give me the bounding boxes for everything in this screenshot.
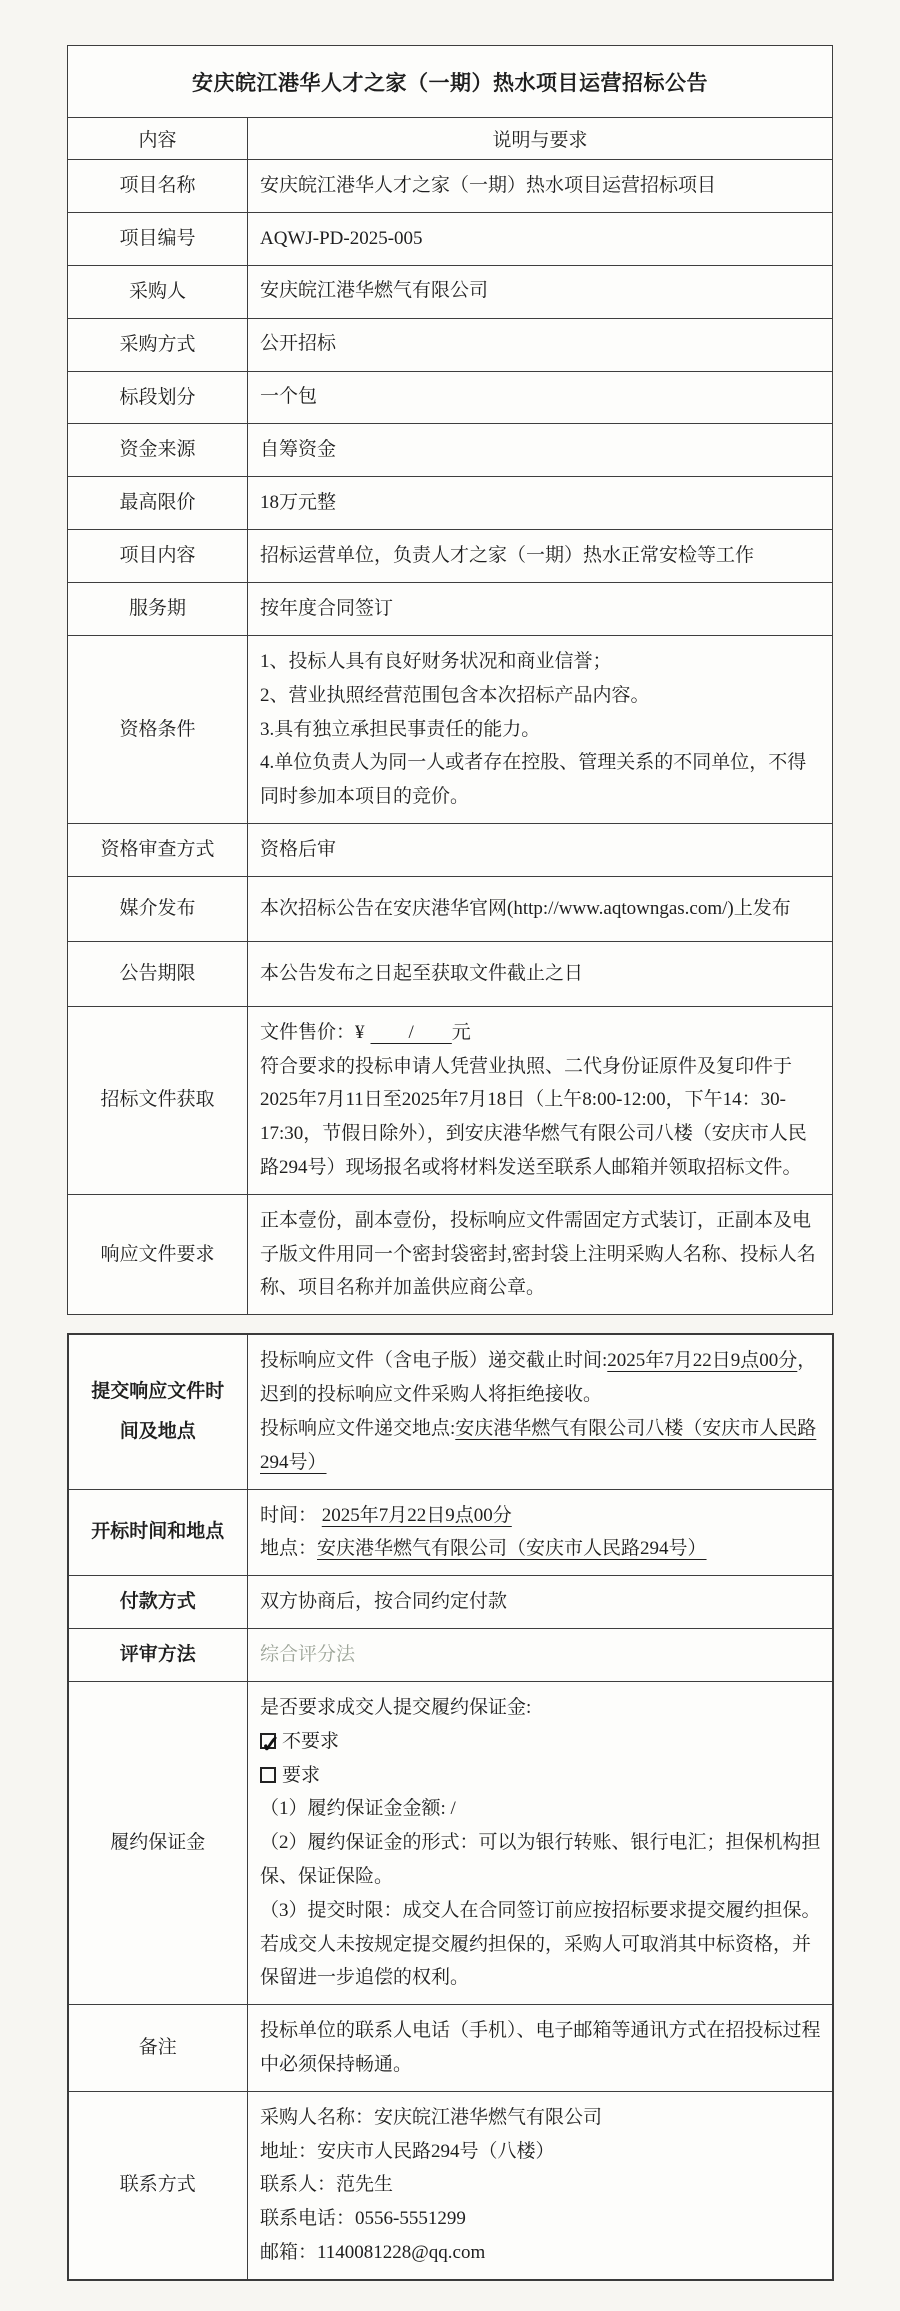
checkbox-checked-icon — [260, 1733, 276, 1749]
bond-option-required — [260, 1759, 822, 1793]
submission-deadline-suffix: ，迟到的投标响应文件采购人将拒绝接收。 — [260, 1350, 817, 1406]
bid-opening-place-prefix: 地点： — [260, 1538, 318, 1560]
payment-method-label: 付款方式 — [68, 1576, 248, 1629]
table-row-fund-source — [68, 424, 833, 477]
column-header-content: 内容 — [68, 118, 248, 160]
table-row-contact — [68, 2091, 833, 2280]
bid-opening-time-prefix: 时间： — [260, 1504, 318, 1526]
table-row-payment-method — [68, 1576, 833, 1629]
media-publication-value: 本次招标公告在安庆港华官网(http://www.aqtowngas.com/)上发布 — [248, 876, 833, 941]
bond-option-not-required — [260, 1725, 822, 1759]
checkbox-unchecked-icon — [260, 1767, 276, 1783]
bond-option-required-label: 要求 — [282, 1764, 321, 1786]
project-content-label: 项目内容 — [68, 530, 248, 583]
submission-deadline-prefix: 投标响应文件（含电子版）递交截止时间: — [260, 1350, 608, 1372]
evaluation-method-value: 综合评分法 — [248, 1629, 833, 1682]
fund-source-label: 资金来源 — [68, 424, 248, 477]
table-row-price-limit — [68, 477, 833, 530]
purchaser-label: 采购人 — [68, 265, 248, 318]
submission-deadline-line — [260, 1344, 822, 1412]
table-row-media-publication — [68, 876, 833, 941]
qualification-line-2: 2、营业执照经营范围包含本次招标产品内容。 — [260, 684, 650, 706]
procurement-method-value: 公开招标 — [248, 318, 833, 371]
document-price-prefix: 文件售价：¥ — [260, 1021, 365, 1043]
contact-value — [248, 2091, 833, 2280]
page-title: 安庆皖江港华人才之家（一期）热水项目运营招标公告 — [68, 46, 833, 118]
table-row-performance-bond — [68, 1681, 833, 2004]
response-requirements-label: 响应文件要求 — [68, 1194, 248, 1314]
price-limit-value: 18万元整 — [248, 477, 833, 530]
bid-opening-place-line — [260, 1532, 822, 1566]
bid-opening-time-line — [260, 1499, 822, 1533]
table-row-qualification-review — [68, 824, 833, 877]
remark-label: 备注 — [68, 2005, 248, 2092]
document-price-blank: / — [370, 1021, 452, 1043]
service-period-value: 按年度合同签订 — [248, 583, 833, 636]
qualification-label: 资格条件 — [68, 636, 248, 824]
contact-label: 联系方式 — [68, 2091, 248, 2280]
contact-email-line: 邮箱：1140081228@qq.com — [260, 2242, 486, 2264]
bond-item-2: （2）履约保证金的形式：可以为银行转账、银行电汇；担保机构担保、保证保险。 — [260, 1832, 821, 1887]
contact-purchaser-line: 采购人名称：安庆皖江港华燃气有限公司 — [260, 2106, 603, 2128]
remark-value — [248, 2005, 833, 2092]
table-row-project-content — [68, 530, 833, 583]
bond-item-1: （1）履约保证金金额: / — [260, 1798, 456, 1820]
response-requirements-value — [248, 1194, 833, 1314]
table-row-service-period — [68, 583, 833, 636]
table-row-remark — [68, 2005, 833, 2092]
contact-address-line: 地址：安庆市人民路294号（八楼） — [260, 2140, 555, 2162]
evaluation-method-label: 评审方法 — [68, 1629, 248, 1682]
qualification-line-1: 1、投标人具有良好财务状况和商业信誉； — [260, 651, 612, 673]
table-row-document-obtain — [68, 1006, 833, 1194]
bid-opening-value — [248, 1489, 833, 1576]
table-row-response-requirements — [68, 1194, 833, 1314]
announcement-period-value: 本公告发布之日起至获取文件截止之日 — [248, 941, 833, 1006]
submission-location: 安庆港华燃气有限公司八楼（安庆市人民路294号） — [260, 1417, 817, 1473]
document-obtain-label: 招标文件获取 — [68, 1006, 248, 1194]
payment-method-value: 双方协商后，按合同约定付款 — [248, 1576, 833, 1629]
qualification-line-3: 3.具有独立承担民事责任的能力。 — [260, 718, 541, 740]
table-row-purchaser — [68, 265, 833, 318]
table-row-bid-opening — [68, 1489, 833, 1576]
lot-division-value: 一个包 — [248, 371, 833, 424]
submission-deadline-time: 2025年7月22日9点00分 — [607, 1350, 798, 1372]
project-number-value: AQWJ-PD-2025-005 — [248, 212, 833, 265]
tender-detail-table — [67, 1333, 834, 2281]
bid-opening-label: 开标时间和地点 — [68, 1489, 248, 1576]
project-name-label: 项目名称 — [68, 160, 248, 213]
column-header-description: 说明与要求 — [248, 118, 833, 160]
qualification-value — [248, 636, 833, 824]
performance-bond-label: 履约保证金 — [68, 1681, 248, 2004]
table-row-submission — [68, 1334, 833, 1489]
document-price-line — [260, 1016, 822, 1050]
price-limit-label: 最高限价 — [68, 477, 248, 530]
project-name-value: 安庆皖江港华人才之家（一期）热水项目运营招标项目 — [248, 160, 833, 213]
contact-person-line: 联系人：范先生 — [260, 2174, 394, 2196]
bid-opening-place: 安庆港华燃气有限公司（安庆市人民路294号） — [317, 1538, 707, 1560]
document-obtain-paragraph: 符合要求的投标申请人凭营业执照、二代身份证原件及复印件于2025年7月11日至2025年7月18日（上午8:00-12:00，下午14：30-17:30，节假日除外），到安庆港华燃气有限公司八楼（安庆市人民路294号）现场报名或将材料发送至联系人邮箱并领取招标文件。 — [260, 1055, 807, 1178]
performance-bond-value — [248, 1681, 833, 2004]
table-row-evaluation-method — [68, 1629, 833, 1682]
title-row — [68, 46, 833, 118]
qualification-review-label: 资格审查方式 — [68, 824, 248, 877]
qualification-line-4: 4.单位负责人为同一人或者存在控股、管理关系的不同单位，不得同时参加本项目的竞价。 — [260, 752, 807, 808]
document-price-suffix: 元 — [451, 1021, 471, 1043]
header-row — [68, 118, 833, 160]
response-requirements-paragraph: 正本壹份，副本壹份，投标响应文件需固定方式装订，正副本及电子版文件用同一个密封袋密封,密封袋上注明采购人名称、投标人名称、项目名称并加盖供应商公章。 — [260, 1209, 816, 1299]
project-content-value: 招标运营单位，负责人才之家（一期）热水正常安检等工作 — [248, 530, 833, 583]
table-row-project-number — [68, 212, 833, 265]
table-row-announcement-period — [68, 941, 833, 1006]
announcement-period-label: 公告期限 — [68, 941, 248, 1006]
bond-item-3: （3）提交时限：成交人在合同签订前应按招标要求提交履约担保。若成交人未按规定提交履约担保的，采购人可取消其中标资格，并保留进一步追偿的权利。 — [260, 1899, 821, 1989]
table-row-qualification — [68, 636, 833, 824]
table-row-lot-division — [68, 371, 833, 424]
submission-location-prefix: 投标响应文件递交地点: — [260, 1417, 456, 1439]
submission-label: 提交响应文件时间及地点 — [68, 1334, 248, 1489]
table-row-project-name — [68, 160, 833, 213]
bond-option-not-required-label: 不要求 — [282, 1730, 340, 1752]
lot-division-label: 标段划分 — [68, 371, 248, 424]
media-publication-label: 媒介发布 — [68, 876, 248, 941]
purchaser-value: 安庆皖江港华燃气有限公司 — [248, 265, 833, 318]
table-row-procurement-method — [68, 318, 833, 371]
tender-notice-table — [67, 45, 833, 1315]
contact-phone-line: 联系电话：0556-5551299 — [260, 2208, 466, 2230]
document-obtain-value — [248, 1006, 833, 1194]
remark-paragraph: 投标单位的联系人电话（手机）、电子邮箱等通讯方式在招投标过程中必须保持畅通。 — [260, 2020, 821, 2076]
fund-source-value: 自筹资金 — [248, 424, 833, 477]
project-number-label: 项目编号 — [68, 212, 248, 265]
service-period-label: 服务期 — [68, 583, 248, 636]
bond-question: 是否要求成交人提交履约保证金: — [260, 1696, 532, 1718]
submission-value — [248, 1334, 833, 1489]
bid-opening-time: 2025年7月22日9点00分 — [321, 1504, 512, 1526]
submission-location-line — [260, 1412, 822, 1480]
procurement-method-label: 采购方式 — [68, 318, 248, 371]
qualification-review-value: 资格后审 — [248, 824, 833, 877]
